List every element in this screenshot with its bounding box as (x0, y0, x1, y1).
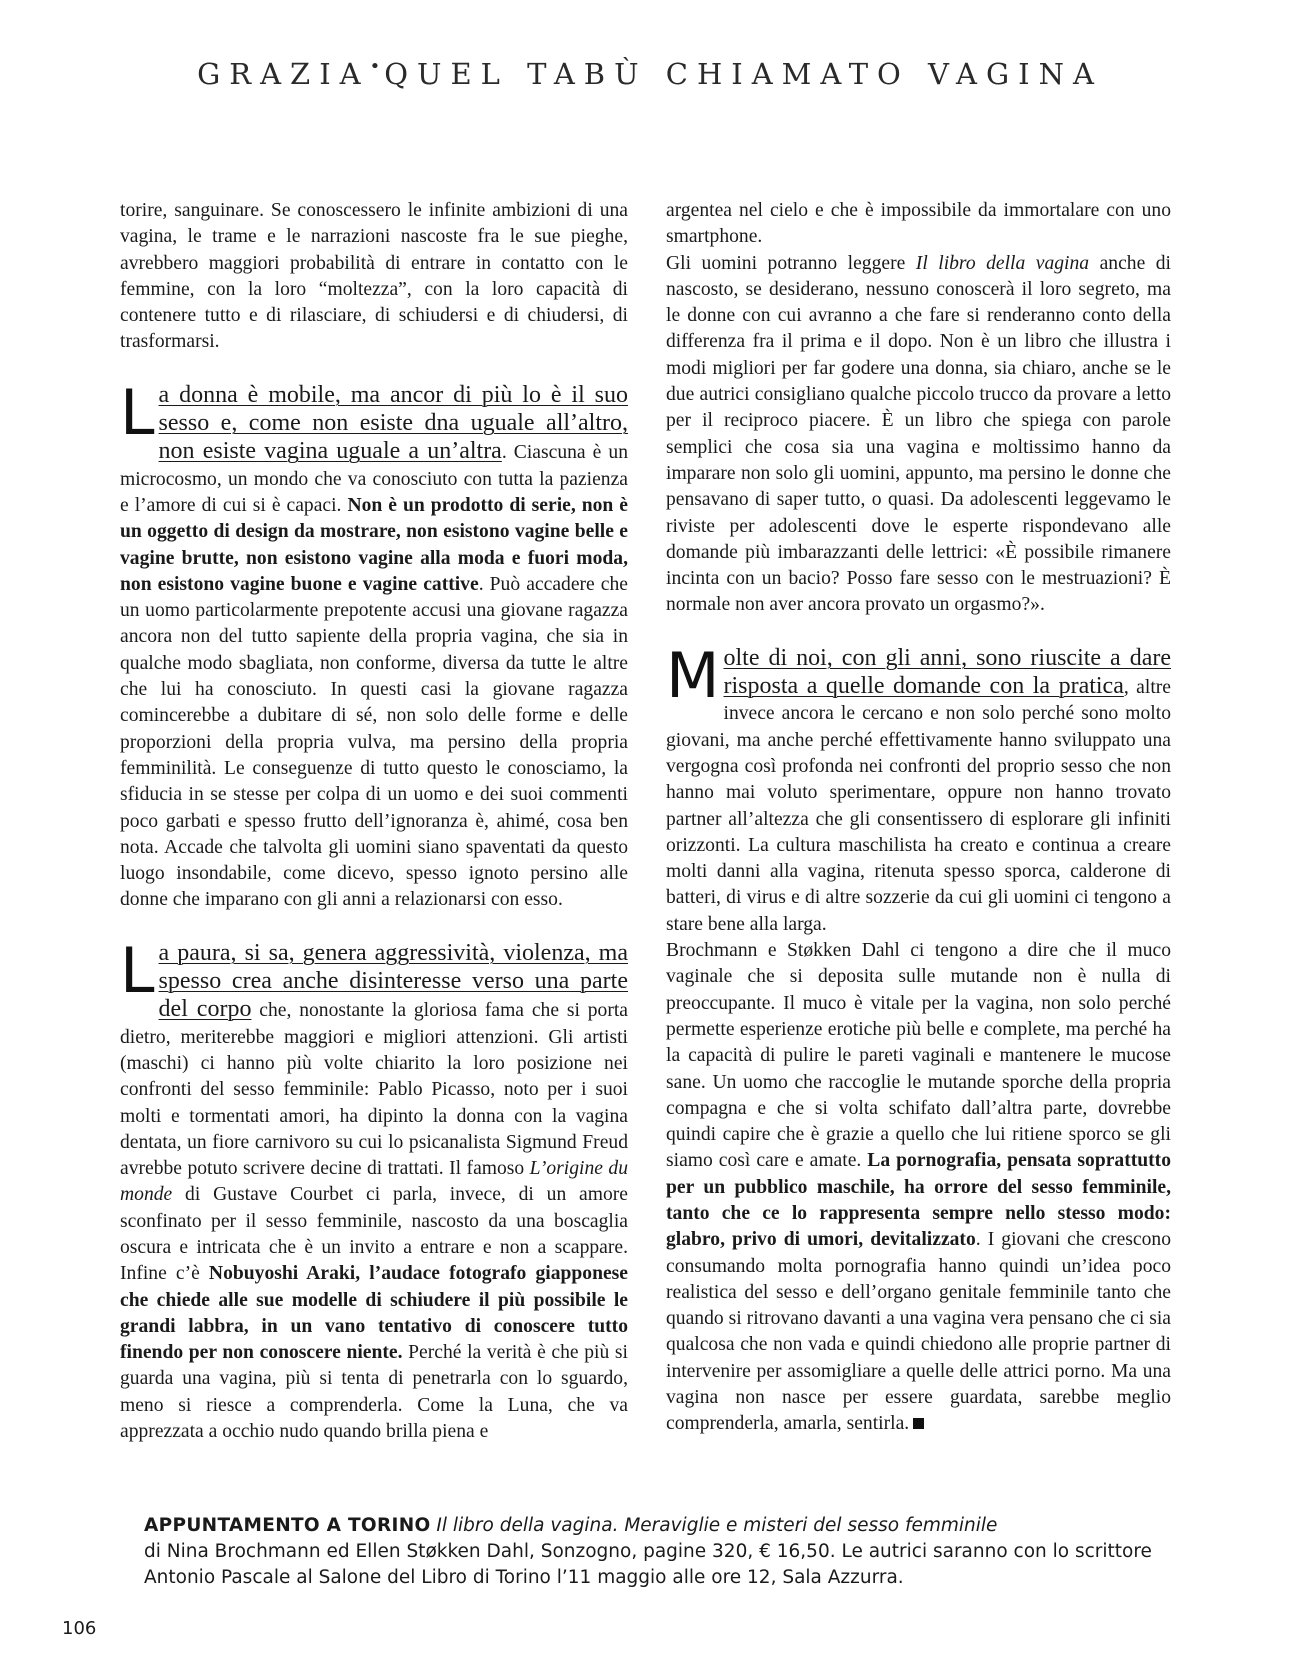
header-brand: GRAZIA (197, 57, 370, 91)
paragraph (120, 933, 629, 1446)
paragraph-text: torire, sanguinare. Se conoscessero le infinite ambizioni di una vagina, le trame e le narrazioni nascoste fra le sue pieghe, avrebbero maggiori probabilità di entrare in contatto con le femmine, con la loro “moltezza”, con la loro capacità di contenere tutto e di rilasciare, di schiudersi e di chiudersi, di trasformarsi. (120, 200, 628, 353)
paragraph (120, 375, 629, 914)
paragraph-text: Perché la verità è che più si guarda una vagina, più si tenta di penetrarla con lo sguardo, meno si riesce a comprenderla. Come la Luna, che va apprezzata a occhio nudo quando brilla piena e (120, 1342, 628, 1443)
running-header (0, 56, 1300, 91)
paragraph-text: argentea nel cielo e che è impossibile da immortalare con uno smartphone. (666, 200, 1171, 248)
paragraph (120, 198, 628, 356)
bold-text: Non è un prodotto di serie, non è un oggetto di design da mostrare, non esistono vagine belle e vagine brutte, non esistono vagine alla moda e fuori moda, non esistono vagine buone e vagine cattive (120, 494, 629, 595)
paragraph-text: che, nonostante la gloriosa fama che si porta dietro, meriterebbe maggiori e migliori attenzioni. Gli artisti (maschi) ci hanno più volte chiarito la loro posizione nei confronti del sesso femminile: Pablo Picasso, noto per i suoi molti e tormentati amori, ha dipinto la donna con la vagina dentata, un fiore carnivoro su cui lo psicanalista Sigmund Freud avrebbe potuto scrivere decine di trattati. Il famoso (120, 1000, 629, 1180)
paragraph (666, 251, 1171, 619)
page-number: 106 (62, 1618, 97, 1639)
paragraph-text: . I giovani che crescono consumando molta pornografia hanno quindi un’idea poco realistica del sesso e dell’organo genitale femminile tanto che quando si ritrovano davanti a una vagina vera pensano che ci sia qualcosa che non vada e quindi chiedono alle proprie partner di intervenire per assomigliare a quelle delle attrici porno. Ma una vagina non nasce per essere guardata, sarebbe meglio comprenderla, amarla, sentirla. (666, 1229, 1171, 1435)
lead-in: olte di noi, con gli anni, sono riuscite a dare risposta a quelle domande con la pratica (723, 644, 1171, 700)
header-separator: • (369, 56, 385, 77)
paragraph-text: . Ciascuna è un microcosmo, un mondo che va conosciuto con tutta la pazienza e l’amore di cui si è capaci. (120, 442, 628, 516)
italic-title: L’origine du monde (120, 1158, 629, 1206)
right-column (666, 198, 1171, 1438)
drop-cap: M (666, 638, 720, 712)
book-info-box (144, 1513, 1164, 1591)
book-title: Il libro della vagina. Meraviglie e misteri del sesso femminile (436, 1515, 998, 1536)
end-mark (913, 1418, 924, 1429)
lead-in: a donna è mobile, ma ancor di più lo è il suo sesso e, come non esiste dna uguale all’altro, non esiste vagina uguale a un’altra (158, 381, 628, 465)
bold-text: Nobuyoshi Araki, l’audace fotografo giapponese che chiede alle sue modelle di schiudere il più possibile le grandi labbra, in un vano tentativo di conoscere tutto finendo per non conoscere niente. (120, 1263, 629, 1364)
left-column (120, 198, 628, 1445)
paragraph-text: Brochmann e Støkken Dahl ci tengono a dire che il muco vaginale che si deposita sulle mutande non è nulla di preoccupante. Il muco è vitale per la vagina, non solo perché permette esperienze erotiche più belle e complete, ma perché ha la capacità di pulire le pareti vaginali e mantenere le mucose sane. Un uomo che raccoglie le mutande sporche della propria compagna e che si volta schifato dall’altra parte, dovrebbe quindi capire che è grazie a quello che lui ritiene sporco se gli siamo così care e amate. (666, 940, 1171, 1172)
drop-cap: L (120, 375, 155, 449)
lead-in: a paura, si sa, genera aggressività, violenza, ma spesso crea anche disinteresse verso una parte del corpo (158, 939, 628, 1023)
book-details: di Nina Brochmann ed Ellen Støkken Dahl, Sonzogno, pagine 320, € 16,50. Le autrici saranno con lo scrittore Antonio Pascale al Salone del Libro di Torino l’11 maggio alle ore 12, Sala Azzurra. (144, 1541, 1152, 1588)
paragraph (666, 198, 1171, 251)
paragraph-text: , altre invece ancora le cercano e non solo perché sono molto giovani, ma anche perché effettivamente hanno sviluppato una vergogna così profonda nei confronti del proprio sesso che non hanno mai voluto sperimentare, oppure non hanno trovato partner all’altezza che gli consentissero di esplorare gli infiniti orizzonti. La cultura maschilista ha creato e continua a creare molti danni alla vagina, ritenuta spesso sporca, calderone di batteri, di virus e di altre sozzerie da cui gli uomini ci tengono a stare bene alla larga. (666, 677, 1171, 935)
italic-title: Il libro della vagina (915, 252, 1090, 274)
paragraph (666, 638, 1171, 938)
box-title: APPUNTAMENTO A TORINO (144, 1515, 431, 1536)
drop-cap: L (120, 933, 155, 1007)
paragraph-text: anche di nascosto, se desiderano, nessuno conoscerà il loro segreto, ma le donne con cui avranno a che fare si renderanno conto della differenza fra il prima e il dopo. Non è un libro che illustra i modi migliori per far godere una donna, sia chiaro, anche se le due autrici consigliano qualche piccolo trucco da provare a letto per il reciproco piacere. È un libro che spiega con parole semplici che cosa sia una vagina e moltissimo hanno da imparare non solo gli uomini, appunto, ma persino le donne che pensavano di saper tutto, o quasi. Da adolescenti leggevamo le riviste per adolescenti dove le esperte rispondevano alle domande più imbarazzanti delle lettrici: «È possibile rimanere incinta con un bacio? Posso fare sesso con le mestruazioni? È normale non aver ancora provato un orgasmo?». (666, 252, 1171, 616)
paragraph-text: di Gustave Courbet ci parla, invece, di un amore sconfinato per il sesso femminile, nascosto da una boscaglia oscura e intricata che è un invito a entrare e non a scappare. Infine c’è (120, 1184, 628, 1285)
bold-text: La pornografia, pensata soprattutto per un pubblico maschile, ha orrore del sesso femminile, tanto che ce lo rappresenta sempre nello stesso modo: glabro, privo di umori, devitalizzato (666, 1150, 1172, 1251)
paragraph-text: . Può accadere che un uomo particolarmente prepotente accusi una giovane ragazza ancora non del tutto sapiente della propria vagina, che sia in qualche modo sbagliata, non conforme, diversa da tutte le altre che lui ha conosciuto. In questi casi la giovane ragazza comincerebbe a dubitare di sé, non solo delle forme e delle proporzioni della propria vulva, ma persino della propria femminilità. Le conseguenze di tutto questo le conosciamo, la sfiducia in se stesse per colpa di un uomo e dei suoi commenti poco garbati e spesso frutto dell’ignoranza è, ahimé, cosa ben nota. Accade che talvolta gli uomini siano spaventati da questo luogo insondabile, come dicevo, spesso ignoto persino alle donne che imparano con gli anni a relazionarsi con esso. (120, 573, 629, 911)
header-title: QUEL TABÙ CHIAMATO VAGINA (384, 57, 1103, 91)
paragraph (666, 938, 1171, 1438)
paragraph-text: Gli uomini potranno leggere (666, 252, 916, 274)
